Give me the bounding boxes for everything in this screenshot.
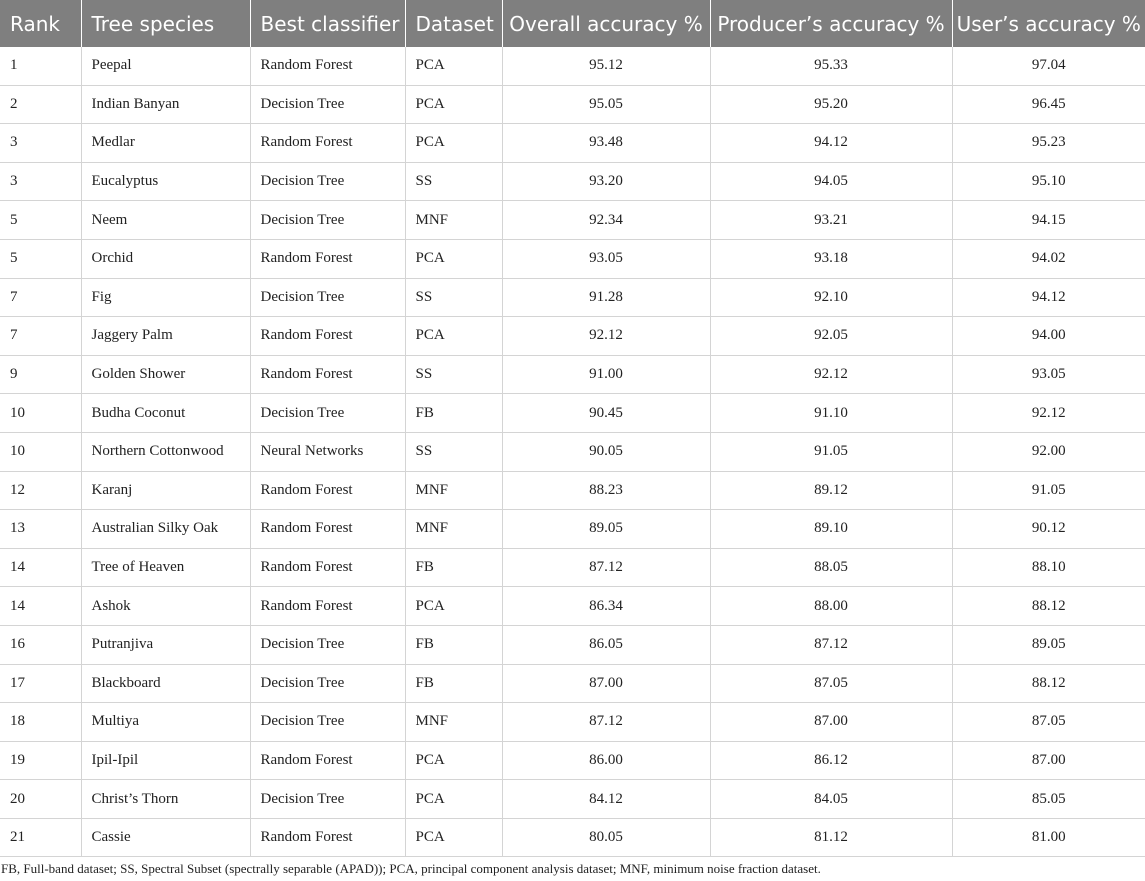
table-header-row bbox=[0, 0, 1145, 47]
cell-overall-accuracy: 88.23 bbox=[502, 471, 710, 510]
cell-dataset: MNF bbox=[405, 510, 502, 549]
table-row bbox=[0, 703, 1145, 742]
cell-dataset: FB bbox=[405, 548, 502, 587]
cell-overall-accuracy: 90.05 bbox=[502, 432, 710, 471]
cell-users-accuracy: 87.05 bbox=[952, 703, 1145, 742]
cell-best-classifier: Random Forest bbox=[250, 239, 405, 278]
cell-tree-species: Ipil-Ipil bbox=[81, 741, 250, 780]
cell-producers-accuracy: 95.20 bbox=[710, 85, 952, 124]
cell-producers-accuracy: 95.33 bbox=[710, 47, 952, 85]
cell-overall-accuracy: 91.00 bbox=[502, 355, 710, 394]
cell-overall-accuracy: 86.34 bbox=[502, 587, 710, 626]
cell-producers-accuracy: 92.05 bbox=[710, 317, 952, 356]
table-row bbox=[0, 162, 1145, 201]
cell-rank: 19 bbox=[0, 741, 81, 780]
cell-best-classifier: Random Forest bbox=[250, 317, 405, 356]
table-row bbox=[0, 124, 1145, 163]
cell-overall-accuracy: 91.28 bbox=[502, 278, 710, 317]
cell-best-classifier: Random Forest bbox=[250, 510, 405, 549]
cell-rank: 17 bbox=[0, 664, 81, 703]
cell-tree-species: Indian Banyan bbox=[81, 85, 250, 124]
cell-producers-accuracy: 94.12 bbox=[710, 124, 952, 163]
cell-producers-accuracy: 89.12 bbox=[710, 471, 952, 510]
cell-overall-accuracy: 80.05 bbox=[502, 818, 710, 857]
cell-dataset: MNF bbox=[405, 201, 502, 240]
cell-tree-species: Fig bbox=[81, 278, 250, 317]
cell-overall-accuracy: 93.48 bbox=[502, 124, 710, 163]
cell-users-accuracy: 94.02 bbox=[952, 239, 1145, 278]
cell-users-accuracy: 96.45 bbox=[952, 85, 1145, 124]
table-row bbox=[0, 394, 1145, 433]
cell-producers-accuracy: 87.05 bbox=[710, 664, 952, 703]
table-row bbox=[0, 780, 1145, 819]
cell-best-classifier: Decision Tree bbox=[250, 394, 405, 433]
cell-dataset: PCA bbox=[405, 317, 502, 356]
header-producers-accuracy: Producer’s accuracy % bbox=[710, 0, 952, 47]
cell-producers-accuracy: 91.10 bbox=[710, 394, 952, 433]
cell-best-classifier: Random Forest bbox=[250, 471, 405, 510]
table-row bbox=[0, 510, 1145, 549]
cell-tree-species: Eucalyptus bbox=[81, 162, 250, 201]
cell-rank: 3 bbox=[0, 162, 81, 201]
cell-overall-accuracy: 87.00 bbox=[502, 664, 710, 703]
cell-users-accuracy: 91.05 bbox=[952, 471, 1145, 510]
cell-users-accuracy: 88.12 bbox=[952, 587, 1145, 626]
cell-rank: 12 bbox=[0, 471, 81, 510]
cell-rank: 10 bbox=[0, 432, 81, 471]
header-overall-accuracy: Overall accuracy % bbox=[502, 0, 710, 47]
table-row bbox=[0, 239, 1145, 278]
cell-overall-accuracy: 92.34 bbox=[502, 201, 710, 240]
table-row bbox=[0, 471, 1145, 510]
table-row bbox=[0, 85, 1145, 124]
cell-tree-species: Multiya bbox=[81, 703, 250, 742]
cell-tree-species: Golden Shower bbox=[81, 355, 250, 394]
cell-best-classifier: Random Forest bbox=[250, 587, 405, 626]
cell-rank: 7 bbox=[0, 317, 81, 356]
cell-best-classifier: Random Forest bbox=[250, 124, 405, 163]
cell-producers-accuracy: 93.21 bbox=[710, 201, 952, 240]
cell-best-classifier: Decision Tree bbox=[250, 780, 405, 819]
cell-overall-accuracy: 87.12 bbox=[502, 703, 710, 742]
table-body bbox=[0, 47, 1145, 857]
cell-overall-accuracy: 86.00 bbox=[502, 741, 710, 780]
cell-rank: 13 bbox=[0, 510, 81, 549]
table-row bbox=[0, 432, 1145, 471]
cell-rank: 16 bbox=[0, 625, 81, 664]
table-row bbox=[0, 201, 1145, 240]
cell-rank: 10 bbox=[0, 394, 81, 433]
cell-dataset: FB bbox=[405, 394, 502, 433]
cell-users-accuracy: 92.12 bbox=[952, 394, 1145, 433]
cell-producers-accuracy: 88.05 bbox=[710, 548, 952, 587]
cell-dataset: MNF bbox=[405, 471, 502, 510]
table-row bbox=[0, 355, 1145, 394]
cell-tree-species: Christ’s Thorn bbox=[81, 780, 250, 819]
cell-users-accuracy: 95.23 bbox=[952, 124, 1145, 163]
cell-overall-accuracy: 84.12 bbox=[502, 780, 710, 819]
cell-rank: 5 bbox=[0, 201, 81, 240]
cell-tree-species: Neem bbox=[81, 201, 250, 240]
header-tree-species: Tree species bbox=[81, 0, 250, 47]
cell-producers-accuracy: 87.12 bbox=[710, 625, 952, 664]
cell-users-accuracy: 85.05 bbox=[952, 780, 1145, 819]
cell-dataset: PCA bbox=[405, 47, 502, 85]
cell-tree-species: Ashok bbox=[81, 587, 250, 626]
cell-overall-accuracy: 86.05 bbox=[502, 625, 710, 664]
header-rank: Rank bbox=[0, 0, 81, 47]
cell-dataset: SS bbox=[405, 162, 502, 201]
table-row bbox=[0, 664, 1145, 703]
cell-producers-accuracy: 81.12 bbox=[710, 818, 952, 857]
cell-users-accuracy: 94.00 bbox=[952, 317, 1145, 356]
cell-overall-accuracy: 95.12 bbox=[502, 47, 710, 85]
cell-users-accuracy: 90.12 bbox=[952, 510, 1145, 549]
cell-tree-species: Jaggery Palm bbox=[81, 317, 250, 356]
table-row bbox=[0, 818, 1145, 857]
cell-rank: 20 bbox=[0, 780, 81, 819]
cell-dataset: PCA bbox=[405, 124, 502, 163]
cell-tree-species: Tree of Heaven bbox=[81, 548, 250, 587]
cell-users-accuracy: 97.04 bbox=[952, 47, 1145, 85]
cell-rank: 2 bbox=[0, 85, 81, 124]
cell-rank: 1 bbox=[0, 47, 81, 85]
cell-dataset: SS bbox=[405, 432, 502, 471]
cell-producers-accuracy: 91.05 bbox=[710, 432, 952, 471]
cell-users-accuracy: 95.10 bbox=[952, 162, 1145, 201]
cell-tree-species: Medlar bbox=[81, 124, 250, 163]
cell-best-classifier: Decision Tree bbox=[250, 664, 405, 703]
cell-best-classifier: Decision Tree bbox=[250, 625, 405, 664]
cell-users-accuracy: 92.00 bbox=[952, 432, 1145, 471]
cell-rank: 9 bbox=[0, 355, 81, 394]
cell-producers-accuracy: 88.00 bbox=[710, 587, 952, 626]
cell-best-classifier: Random Forest bbox=[250, 741, 405, 780]
cell-producers-accuracy: 87.00 bbox=[710, 703, 952, 742]
cell-overall-accuracy: 90.45 bbox=[502, 394, 710, 433]
cell-tree-species: Putranjiva bbox=[81, 625, 250, 664]
cell-dataset: PCA bbox=[405, 741, 502, 780]
cell-users-accuracy: 94.12 bbox=[952, 278, 1145, 317]
cell-dataset: PCA bbox=[405, 587, 502, 626]
cell-best-classifier: Decision Tree bbox=[250, 201, 405, 240]
table-row bbox=[0, 548, 1145, 587]
cell-best-classifier: Random Forest bbox=[250, 818, 405, 857]
cell-users-accuracy: 89.05 bbox=[952, 625, 1145, 664]
cell-tree-species: Budha Coconut bbox=[81, 394, 250, 433]
cell-best-classifier: Random Forest bbox=[250, 548, 405, 587]
cell-tree-species: Australian Silky Oak bbox=[81, 510, 250, 549]
cell-producers-accuracy: 89.10 bbox=[710, 510, 952, 549]
cell-overall-accuracy: 95.05 bbox=[502, 85, 710, 124]
table-row bbox=[0, 317, 1145, 356]
cell-producers-accuracy: 92.12 bbox=[710, 355, 952, 394]
cell-dataset: SS bbox=[405, 355, 502, 394]
cell-producers-accuracy: 86.12 bbox=[710, 741, 952, 780]
cell-overall-accuracy: 87.12 bbox=[502, 548, 710, 587]
cell-rank: 5 bbox=[0, 239, 81, 278]
cell-rank: 21 bbox=[0, 818, 81, 857]
cell-dataset: PCA bbox=[405, 818, 502, 857]
cell-users-accuracy: 94.15 bbox=[952, 201, 1145, 240]
table-footnote: FB, Full-band dataset; SS, Spectral Subset (spectrally separable (APAD)); PCA, principal component analysis dataset; MNF, minimum noise fraction dataset. bbox=[1, 861, 821, 876]
cell-users-accuracy: 88.12 bbox=[952, 664, 1145, 703]
cell-overall-accuracy: 92.12 bbox=[502, 317, 710, 356]
cell-rank: 18 bbox=[0, 703, 81, 742]
cell-dataset: PCA bbox=[405, 85, 502, 124]
cell-dataset: MNF bbox=[405, 703, 502, 742]
cell-best-classifier: Decision Tree bbox=[250, 162, 405, 201]
cell-dataset: FB bbox=[405, 664, 502, 703]
cell-tree-species: Orchid bbox=[81, 239, 250, 278]
cell-best-classifier: Neural Networks bbox=[250, 432, 405, 471]
header-users-accuracy: User’s accuracy % bbox=[952, 0, 1145, 47]
table-row bbox=[0, 278, 1145, 317]
cell-best-classifier: Decision Tree bbox=[250, 703, 405, 742]
table-row bbox=[0, 625, 1145, 664]
cell-users-accuracy: 93.05 bbox=[952, 355, 1145, 394]
cell-rank: 7 bbox=[0, 278, 81, 317]
table-row bbox=[0, 47, 1145, 85]
table-row bbox=[0, 587, 1145, 626]
cell-tree-species: Karanj bbox=[81, 471, 250, 510]
header-best-classifier: Best classifier bbox=[250, 0, 405, 47]
cell-producers-accuracy: 93.18 bbox=[710, 239, 952, 278]
cell-best-classifier: Decision Tree bbox=[250, 85, 405, 124]
cell-overall-accuracy: 89.05 bbox=[502, 510, 710, 549]
cell-rank: 14 bbox=[0, 587, 81, 626]
cell-rank: 14 bbox=[0, 548, 81, 587]
cell-dataset: PCA bbox=[405, 780, 502, 819]
cell-users-accuracy: 88.10 bbox=[952, 548, 1145, 587]
cell-dataset: SS bbox=[405, 278, 502, 317]
cell-overall-accuracy: 93.20 bbox=[502, 162, 710, 201]
cell-rank: 3 bbox=[0, 124, 81, 163]
cell-producers-accuracy: 92.10 bbox=[710, 278, 952, 317]
cell-dataset: FB bbox=[405, 625, 502, 664]
cell-users-accuracy: 87.00 bbox=[952, 741, 1145, 780]
cell-tree-species: Northern Cottonwood bbox=[81, 432, 250, 471]
cell-users-accuracy: 81.00 bbox=[952, 818, 1145, 857]
cell-best-classifier: Random Forest bbox=[250, 47, 405, 85]
cell-tree-species: Peepal bbox=[81, 47, 250, 85]
cell-tree-species: Blackboard bbox=[81, 664, 250, 703]
cell-dataset: PCA bbox=[405, 239, 502, 278]
header-dataset: Dataset bbox=[405, 0, 502, 47]
cell-producers-accuracy: 94.05 bbox=[710, 162, 952, 201]
table-row bbox=[0, 741, 1145, 780]
cell-best-classifier: Decision Tree bbox=[250, 278, 405, 317]
cell-best-classifier: Random Forest bbox=[250, 355, 405, 394]
cell-tree-species: Cassie bbox=[81, 818, 250, 857]
cell-overall-accuracy: 93.05 bbox=[502, 239, 710, 278]
cell-producers-accuracy: 84.05 bbox=[710, 780, 952, 819]
